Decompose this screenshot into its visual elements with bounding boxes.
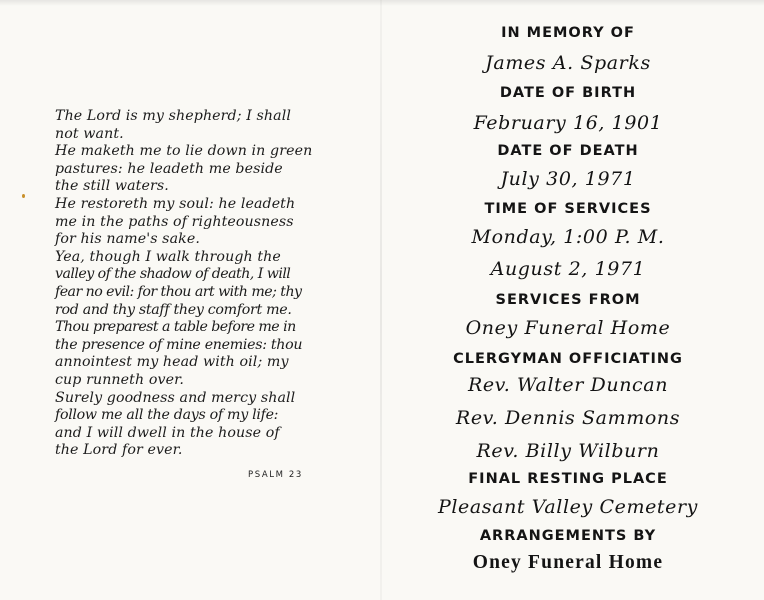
psalm-line: rod and thy staff they comfort me.	[55, 301, 292, 318]
psalm-line: Surely goodness and mercy shall	[55, 389, 296, 406]
psalm-line: He restoreth my soul: he leadeth	[55, 195, 296, 212]
psalm-line: annointest my head with oil; my	[55, 354, 289, 371]
clergyman-name: Rev. Walter Duncan	[467, 374, 669, 396]
birth-date-heading: DATE OF BIRTH	[499, 85, 637, 101]
in-memory-heading: IN MEMORY OF	[501, 25, 635, 41]
card-fold	[380, 0, 382, 600]
services-location: Oney Funeral Home	[465, 317, 671, 339]
psalm-line: fear no evil: for thou art with me; thy	[55, 283, 302, 300]
services-time: Monday, 1:00 P. M.	[471, 226, 665, 248]
psalm-line: follow me all the days of my life:	[55, 407, 279, 424]
arrangements-heading: ARRANGEMENTS BY	[479, 528, 657, 544]
psalm-panel	[55, 108, 355, 460]
psalm-line: Thou preparest a table before me in	[55, 319, 296, 336]
psalm-line: me in the paths of righteousness	[55, 213, 294, 230]
funeral-home-name: Oney Funeral Home	[472, 552, 664, 573]
death-date-heading: DATE OF DEATH	[497, 143, 639, 159]
psalm-line: Yea, though I walk through the	[55, 248, 281, 265]
deceased-name: James A. Sparks	[485, 52, 651, 74]
psalm-reference: PSALM 23	[248, 470, 303, 480]
psalm-line: for his name's sake.	[55, 231, 200, 248]
services-time-heading: TIME OF SERVICES	[484, 201, 652, 217]
services-date: August 2, 1971	[490, 258, 646, 280]
clergyman-name: Rev. Billy Wilburn	[476, 440, 660, 462]
psalm-line: and I will dwell in the house of	[55, 424, 280, 441]
psalm-line: cup runneth over.	[55, 371, 184, 388]
psalm-line: pastures: he leadeth me beside	[55, 160, 283, 177]
psalm-line: the presence of mine enemies: thou	[55, 336, 303, 353]
psalm-line: valley of the shadow of death, I will	[55, 266, 291, 283]
clergy-heading: CLERGYMAN OFFICIATING	[453, 351, 683, 367]
psalm-line: not want.	[55, 125, 124, 142]
psalm-line: He maketh me to lie down in green	[55, 143, 313, 160]
psalm-line: the still waters.	[55, 178, 169, 195]
psalm-line: the Lord for ever.	[55, 442, 183, 459]
resting-place-heading: FINAL RESTING PLACE	[468, 471, 668, 487]
resting-place: Pleasant Valley Cemetery	[437, 496, 699, 518]
paper-speck	[22, 194, 25, 198]
clergyman-name: Rev. Dennis Sammons	[455, 407, 681, 429]
birth-date: February 16, 1901	[473, 112, 663, 134]
top-edge-shadow	[0, 0, 764, 6]
services-from-heading: SERVICES FROM	[495, 292, 641, 308]
death-date: July 30, 1971	[500, 168, 636, 190]
psalm-line: The Lord is my shepherd; I shall	[55, 108, 291, 124]
